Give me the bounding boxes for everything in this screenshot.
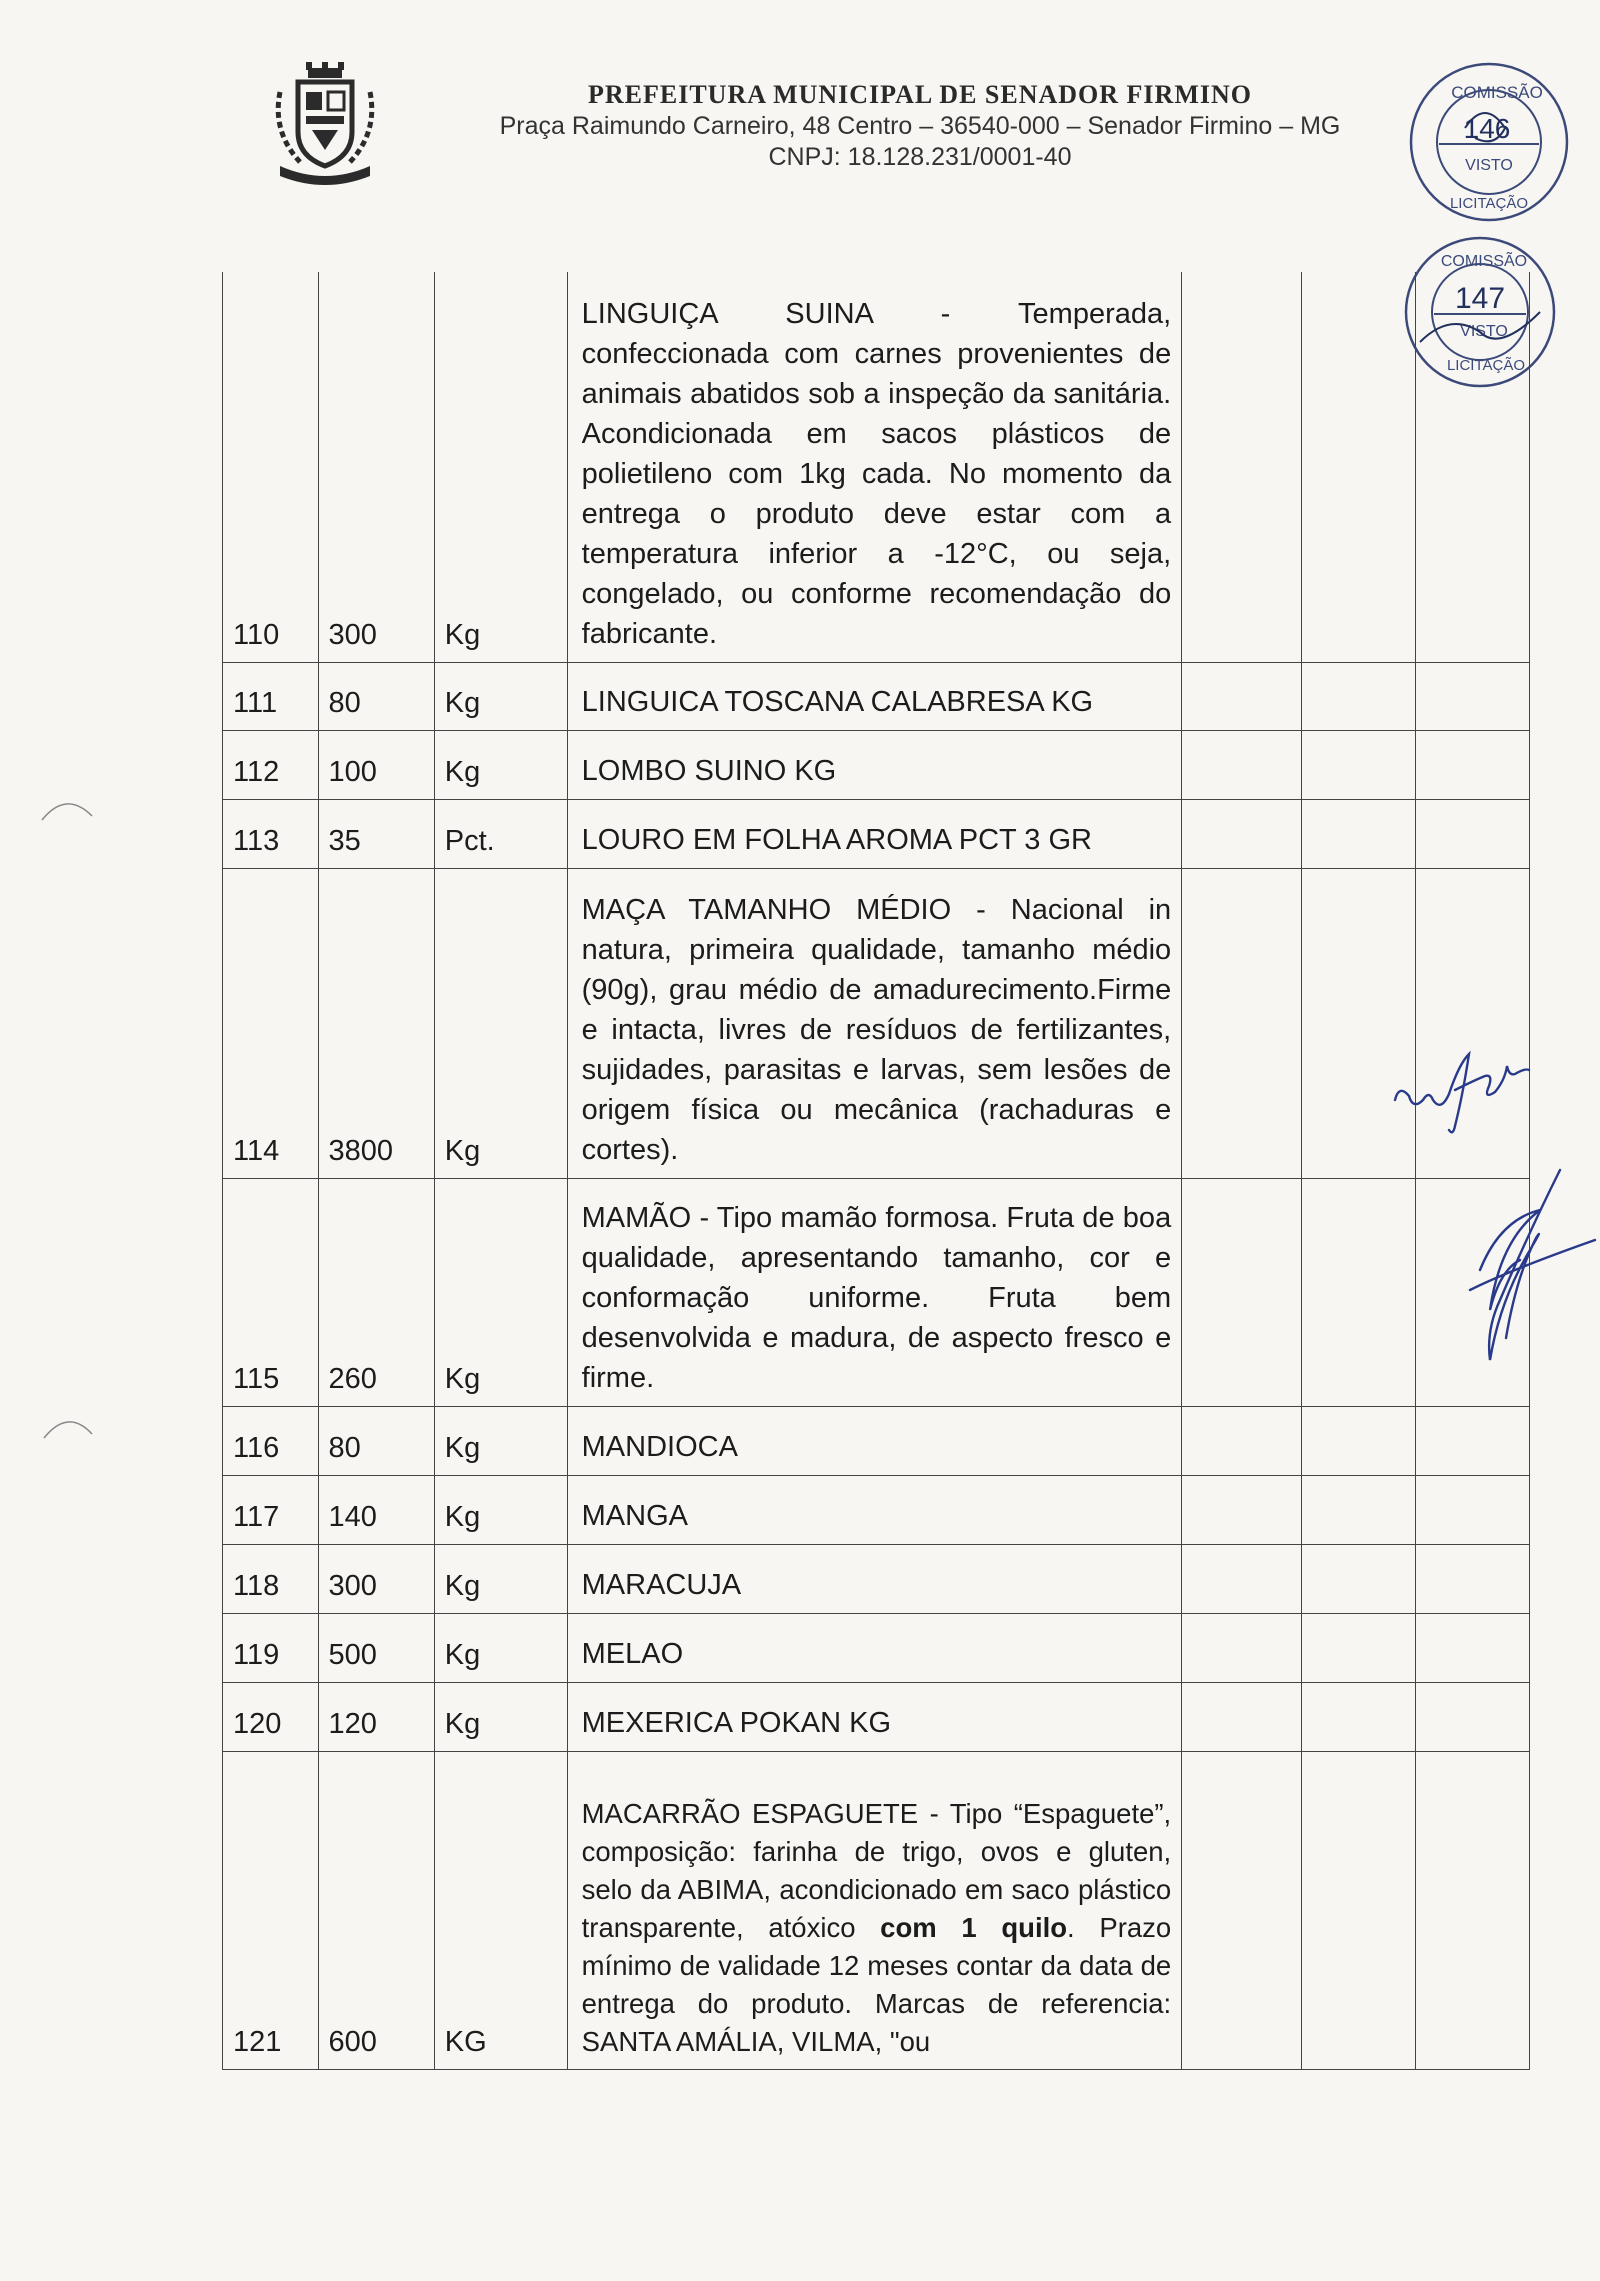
empty-cell <box>1415 1544 1529 1613</box>
item-quantity: 120 <box>318 1682 434 1751</box>
item-unit: Kg <box>434 730 567 799</box>
item-number: 114 <box>223 868 319 1178</box>
item-quantity: 500 <box>318 1613 434 1682</box>
item-description: MAMÃO - Tipo mamão formosa. Fruta de boa qualidade, apresentando tamanho, cor e conformação uniforme. Fruta bem desenvolvida e madura, de aspecto fresco e firme. <box>567 1178 1182 1406</box>
table-row <box>223 1613 1530 1682</box>
stamp-middle-text: VISTO <box>1465 157 1513 174</box>
empty-cell <box>1415 730 1529 799</box>
item-unit: Kg <box>434 1178 567 1406</box>
item-unit: KG <box>434 1751 567 2069</box>
table-row <box>223 662 1530 730</box>
table-row <box>223 730 1530 799</box>
table-row <box>223 868 1530 1178</box>
empty-cell <box>1301 1544 1415 1613</box>
item-unit: Pct. <box>434 799 567 868</box>
empty-cell <box>1182 868 1301 1178</box>
item-unit: Kg <box>434 662 567 730</box>
municipal-crest-icon <box>270 62 380 192</box>
item-description <box>567 1751 1182 2069</box>
item-unit: Kg <box>434 1406 567 1475</box>
item-description: MAÇA TAMANHO MÉDIO - Nacional in natura, primeira qualidade, tamanho médio (90g), grau médio de amadurecimento.Firme e intacta, livres de resíduos de fertilizantes, sujidades, parasitas e larvas, sem lesões de origem física ou mecânica (rachaduras e cortes). <box>567 868 1182 1178</box>
item-number: 115 <box>223 1178 319 1406</box>
punch-hole-mark <box>40 1414 96 1444</box>
stamp-bottom-text: LICITAÇÃO <box>1449 195 1529 212</box>
letterhead <box>420 80 1420 172</box>
stamp-number: 146 <box>1463 113 1511 144</box>
item-unit: Kg <box>434 1613 567 1682</box>
empty-cell <box>1182 1613 1301 1682</box>
item-description: LINGUIÇA SUINA - Temperada, confeccionada com carnes provenientes de animais abatidos sob a inspeção da sanitária. Acondicionada em sacos plásticos de polietileno com 1kg cada. No momento da entrega o produto deve estar com a temperatura inferior a -12°C, ou seja, congelado, ou conforme recomendação do fabricante. <box>567 272 1182 662</box>
table-row <box>223 1178 1530 1406</box>
empty-cell <box>1301 662 1415 730</box>
empty-cell <box>1301 1406 1415 1475</box>
stamp-number: 147 <box>1454 282 1506 315</box>
empty-cell <box>1182 662 1301 730</box>
empty-cell <box>1182 1406 1301 1475</box>
empty-cell <box>1415 1475 1529 1544</box>
empty-cell <box>1301 1475 1415 1544</box>
empty-cell <box>1415 799 1529 868</box>
item-number: 113 <box>223 799 319 868</box>
empty-cell <box>1301 1751 1415 2069</box>
handwritten-signature <box>1385 1030 1565 1140</box>
item-description: LOURO EM FOLHA AROMA PCT 3 GR <box>567 799 1182 868</box>
item-description: MANDIOCA <box>567 1406 1182 1475</box>
empty-cell <box>1301 730 1415 799</box>
item-quantity: 3800 <box>318 868 434 1178</box>
item-number: 118 <box>223 1544 319 1613</box>
item-quantity: 600 <box>318 1751 434 2069</box>
empty-cell <box>1301 799 1415 868</box>
description-text: . Prazo mínimo de validade 12 meses contar da data de entrega do produto. Marcas de referencia: SANTA AMÁLIA, VILMA, "ou <box>581 1911 1172 2057</box>
empty-cell <box>1415 1682 1529 1751</box>
punch-hole-mark <box>38 796 96 826</box>
letterhead-address: Praça Raimundo Carneiro, 48 Centro – 36540-000 – Senador Firmino – MG <box>499 112 1341 140</box>
item-quantity: 260 <box>318 1178 434 1406</box>
item-unit: Kg <box>434 1682 567 1751</box>
item-number: 117 <box>223 1475 319 1544</box>
item-number: 112 <box>223 730 319 799</box>
empty-cell <box>1301 1178 1415 1406</box>
table-row <box>223 1544 1530 1613</box>
empty-cell <box>1182 1751 1301 2069</box>
table-row <box>223 1406 1530 1475</box>
letterhead-cnpj: CNPJ: 18.128.231/0001-40 <box>768 143 1072 171</box>
item-quantity: 300 <box>318 1544 434 1613</box>
empty-cell <box>1182 730 1301 799</box>
item-quantity: 100 <box>318 730 434 799</box>
stamp-middle-text: VISTO <box>1460 323 1508 340</box>
empty-cell <box>1415 272 1529 662</box>
stamp-bottom-text: LICITAÇÃO <box>1446 357 1526 374</box>
empty-cell <box>1182 1178 1301 1406</box>
table-row <box>223 1475 1530 1544</box>
stamp-top-text: COMISSÃO <box>1451 83 1543 102</box>
description-text: MACARRÃO ESPAGUETE - Tipo “Espaguete”, composição: farinha de trigo, ovos e gluten, selo da ABIMA, acondicionado em saco plástico transparente, atóxico <box>581 1797 1172 1943</box>
item-number: 111 <box>223 662 319 730</box>
table-row <box>223 799 1530 868</box>
description-bold-text: com 1 quilo <box>880 1911 1068 1943</box>
item-quantity: 140 <box>318 1475 434 1544</box>
item-number: 120 <box>223 1682 319 1751</box>
table-row <box>223 1682 1530 1751</box>
empty-cell <box>1415 662 1529 730</box>
item-number: 121 <box>223 1751 319 2069</box>
item-number: 110 <box>223 272 319 662</box>
empty-cell <box>1301 272 1415 662</box>
empty-cell <box>1415 1406 1529 1475</box>
item-description: MEXERICA POKAN KG <box>567 1682 1182 1751</box>
stamp-top-text: COMISSÃO <box>1440 253 1528 270</box>
item-description: LINGUICA TOSCANA CALABRESA KG <box>567 662 1182 730</box>
item-quantity: 35 <box>318 799 434 868</box>
letterhead-title: PREFEITURA MUNICIPAL DE SENADOR FIRMINO <box>587 80 1252 109</box>
empty-cell <box>1182 799 1301 868</box>
commission-stamp <box>1405 58 1573 226</box>
empty-cell <box>1301 1682 1415 1751</box>
item-quantity: 80 <box>318 662 434 730</box>
item-unit: Kg <box>434 1475 567 1544</box>
item-quantity: 300 <box>318 272 434 662</box>
empty-cell <box>1301 1613 1415 1682</box>
item-description: LOMBO SUINO KG <box>567 730 1182 799</box>
item-unit: Kg <box>434 868 567 1178</box>
empty-cell <box>1415 1751 1529 2069</box>
empty-cell <box>1182 272 1301 662</box>
item-number: 119 <box>223 1613 319 1682</box>
table-row <box>223 1751 1530 2069</box>
empty-cell <box>1182 1682 1301 1751</box>
item-description: MELAO <box>567 1613 1182 1682</box>
item-description: MANGA <box>567 1475 1182 1544</box>
empty-cell <box>1182 1544 1301 1613</box>
initials-signature <box>1440 1160 1600 1380</box>
table-row <box>223 272 1530 662</box>
item-description: MARACUJA <box>567 1544 1182 1613</box>
item-number: 116 <box>223 1406 319 1475</box>
item-quantity: 80 <box>318 1406 434 1475</box>
item-unit: Kg <box>434 272 567 662</box>
empty-cell <box>1415 1613 1529 1682</box>
item-unit: Kg <box>434 1544 567 1613</box>
items-table <box>222 272 1530 2070</box>
empty-cell <box>1182 1475 1301 1544</box>
